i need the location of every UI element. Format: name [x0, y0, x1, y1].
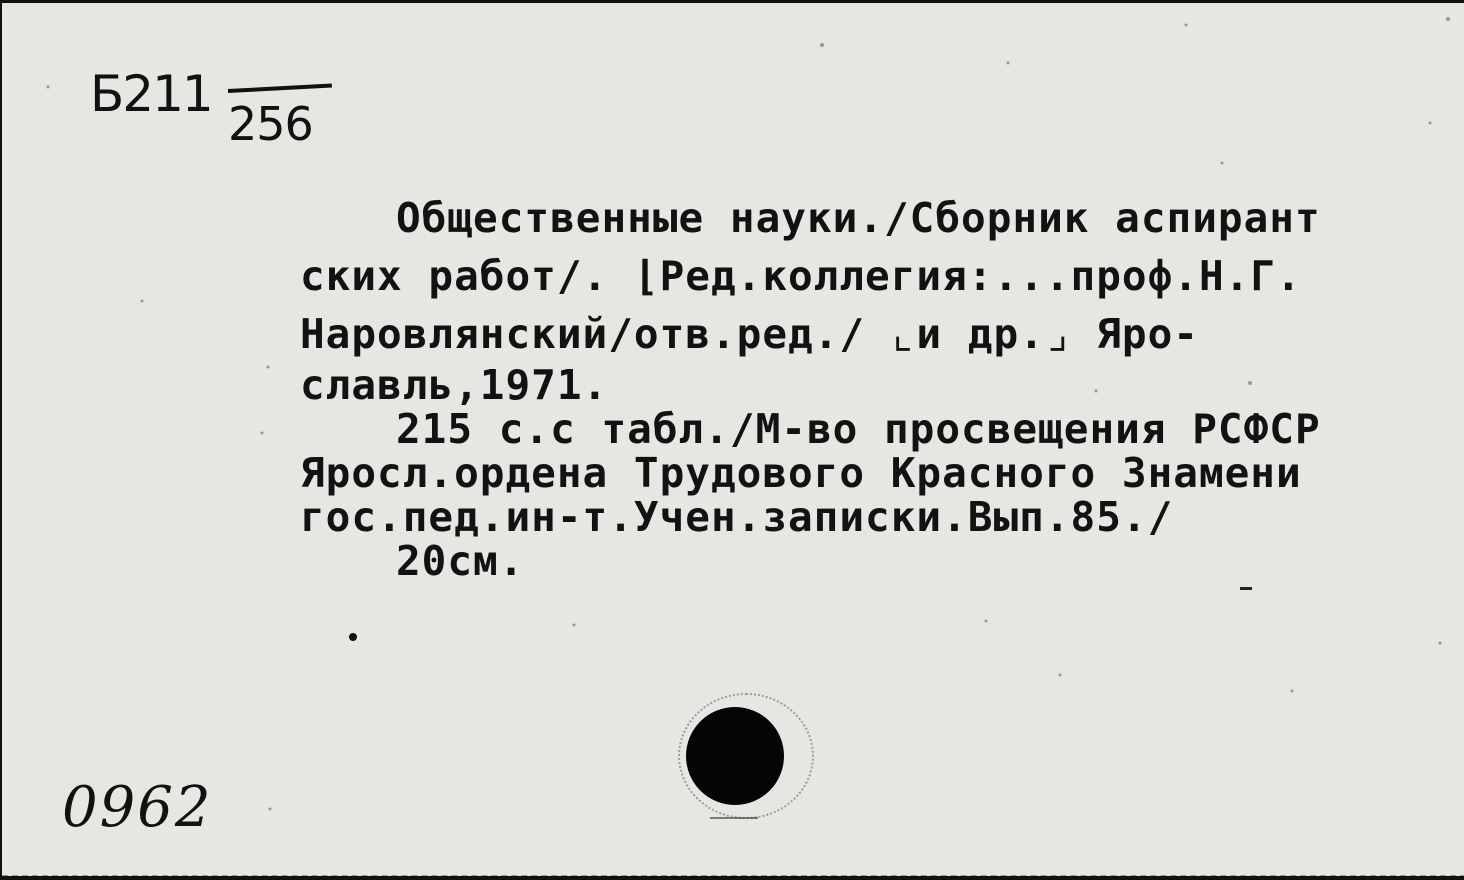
entry-line-imprint: славль,1971.	[300, 361, 609, 409]
punch-hole	[686, 707, 784, 805]
entry-line-title: Общественные науки./Сборник аспирант	[396, 194, 1321, 242]
accession-number: 0962	[62, 775, 213, 840]
call-number: Б211	[90, 65, 212, 123]
entry-line-series-1: Яросл.ордена Трудового Красного Знамени	[300, 449, 1302, 497]
entry-line-series-2: гос.пед.ин-т.Учен.записки.Вып.85./	[300, 493, 1174, 541]
card-bottom-edge	[2, 875, 1464, 877]
call-number-sub: 256	[228, 97, 313, 151]
bibliographic-entry	[300, 189, 1464, 583]
entry-line-3: Наровлянский/отв.ред./ ⌞и др.⌟ Яро-	[300, 310, 1199, 358]
punch-hole-mark	[710, 817, 758, 819]
entry-line-size: 20см.	[396, 537, 525, 585]
entry-line-2: ских работ/. ⌊Ред.коллегия:...проф.Н.Г.	[300, 252, 1302, 300]
entry-line-pagination: 215 с.с табл./М-во просвещения РСФСР	[396, 405, 1321, 453]
